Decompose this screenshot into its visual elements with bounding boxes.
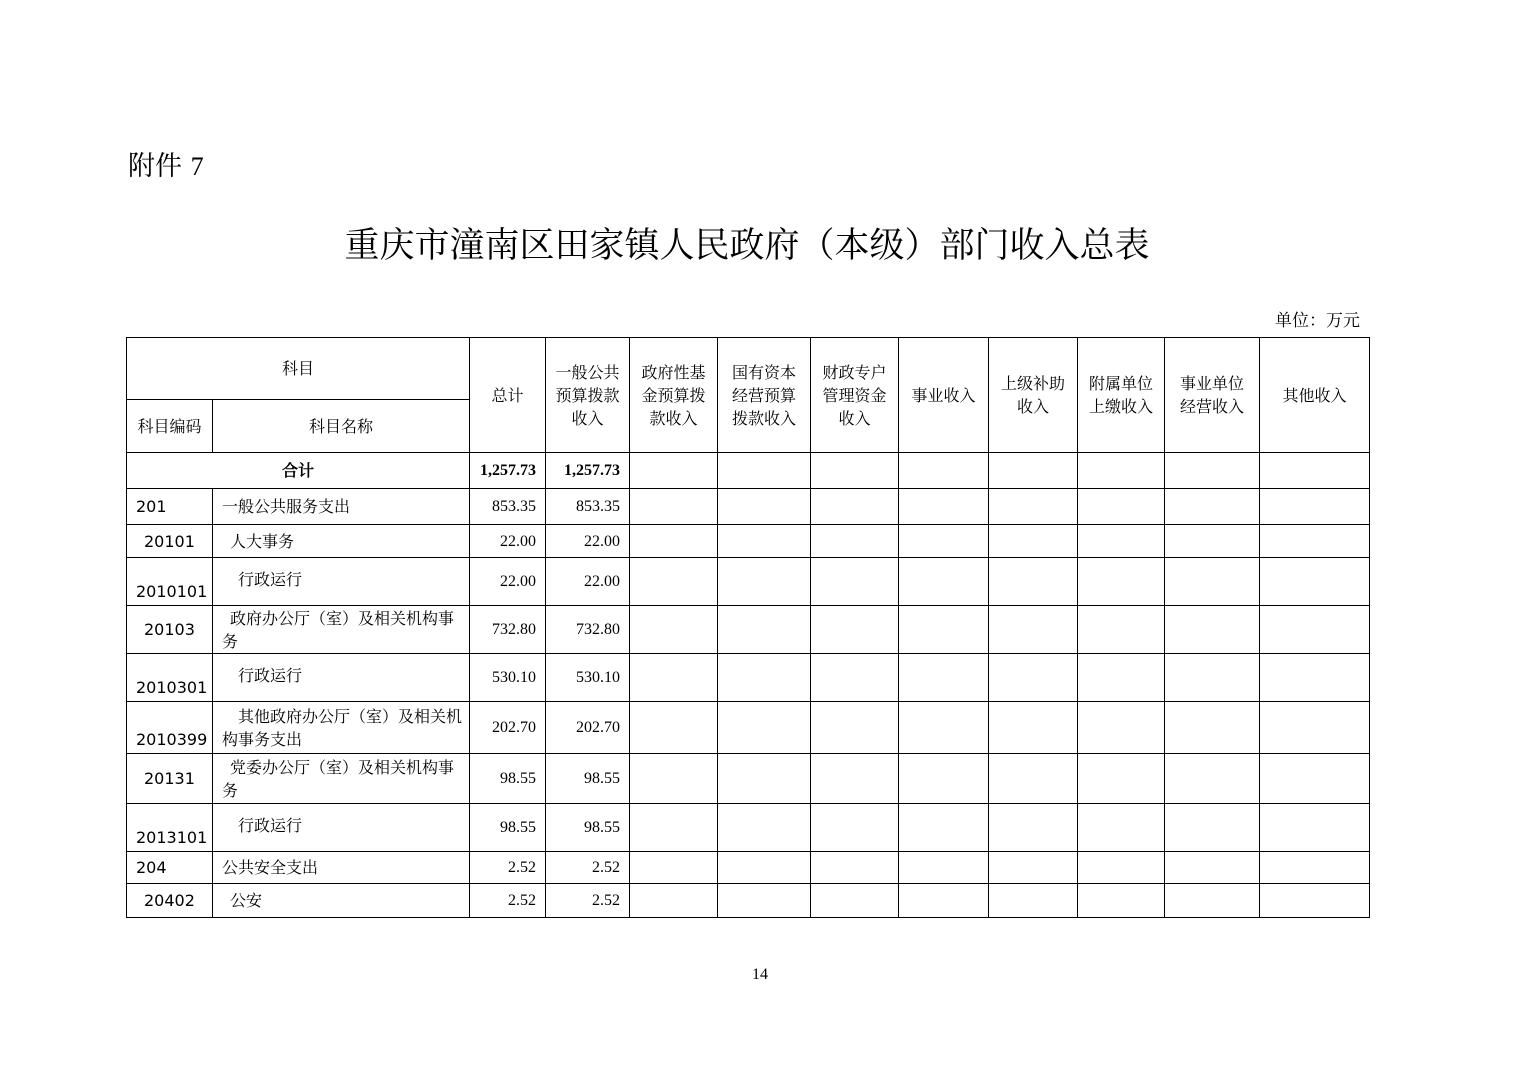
row-total: 22.00 [470, 525, 546, 558]
row-total: 22.00 [470, 558, 546, 606]
header-code: 科目编码 [127, 400, 213, 453]
total-label: 合计 [127, 453, 470, 489]
row-name: 党委办公厅（室）及相关机构事务 [213, 754, 470, 804]
row-code: 201 [127, 489, 213, 525]
row-name: 人大事务 [213, 525, 470, 558]
row-code: 2013101 [127, 804, 213, 852]
header-special-account: 财政专户管理资金收入 [811, 338, 899, 453]
table-row [127, 489, 1370, 525]
row-total: 98.55 [470, 754, 546, 804]
page-number: 14 [752, 966, 768, 983]
table-row [127, 852, 1370, 884]
row-general: 2.52 [546, 852, 630, 884]
row-total: 98.55 [470, 804, 546, 852]
total-total: 1,257.73 [470, 453, 546, 489]
page-title: 重庆市潼南区田家镇人民政府（本级）部门收入总表 [344, 226, 1150, 266]
header-superior: 上级补助收入 [989, 338, 1078, 453]
table-row [127, 804, 1370, 852]
table-row [127, 525, 1370, 558]
income-table [126, 337, 1370, 918]
total-row [127, 453, 1370, 489]
header-subject: 科目 [127, 338, 470, 400]
row-total: 2.52 [470, 852, 546, 884]
total-general: 1,257.73 [546, 453, 630, 489]
row-total: 732.80 [470, 606, 546, 654]
row-total: 530.10 [470, 654, 546, 702]
row-code: 2010101 [127, 558, 213, 606]
table-row [127, 884, 1370, 918]
row-general: 22.00 [546, 558, 630, 606]
header-general: 一般公共预算拨款收入 [546, 338, 630, 453]
table-row [127, 654, 1370, 702]
row-general: 98.55 [546, 754, 630, 804]
row-general: 853.35 [546, 489, 630, 525]
row-name: 其他政府办公厅（室）及相关机构事务支出 [213, 702, 470, 754]
row-name: 公安 [213, 884, 470, 918]
row-code: 20131 [127, 754, 213, 804]
row-name: 公共安全支出 [213, 852, 470, 884]
unit-label: 单位：万元 [1275, 311, 1360, 331]
row-code: 2010301 [127, 654, 213, 702]
row-code: 204 [127, 852, 213, 884]
row-name: 政府办公厅（室）及相关机构事务 [213, 606, 470, 654]
row-name: 行政运行 [213, 804, 470, 852]
row-total: 2.52 [470, 884, 546, 918]
row-code: 2010399 [127, 702, 213, 754]
header-state-capital: 国有资本经营预算拨款收入 [718, 338, 811, 453]
row-name: 一般公共服务支出 [213, 489, 470, 525]
attachment-number: 7 [190, 152, 204, 181]
header-operating: 事业单位经营收入 [1165, 338, 1260, 453]
row-general: 98.55 [546, 804, 630, 852]
header-affiliated: 附属单位上缴收入 [1078, 338, 1165, 453]
row-code: 20101 [127, 525, 213, 558]
row-general: 530.10 [546, 654, 630, 702]
header-other: 其他收入 [1260, 338, 1370, 453]
table-row [127, 702, 1370, 754]
row-total: 853.35 [470, 489, 546, 525]
row-general: 202.70 [546, 702, 630, 754]
row-general: 22.00 [546, 525, 630, 558]
row-name: 行政运行 [213, 558, 470, 606]
header-business: 事业收入 [899, 338, 989, 453]
row-code: 20402 [127, 884, 213, 918]
attachment-text: 附件 [128, 151, 182, 182]
header-name: 科目名称 [213, 400, 470, 453]
attachment-label [128, 144, 204, 183]
row-code: 20103 [127, 606, 213, 654]
table-row [127, 754, 1370, 804]
header-total: 总计 [470, 338, 546, 453]
header-gov-fund: 政府性基金预算拨款收入 [630, 338, 718, 453]
row-total: 202.70 [470, 702, 546, 754]
row-general: 2.52 [546, 884, 630, 918]
row-general: 732.80 [546, 606, 630, 654]
row-name: 行政运行 [213, 654, 470, 702]
table-row [127, 558, 1370, 606]
table-row [127, 606, 1370, 654]
